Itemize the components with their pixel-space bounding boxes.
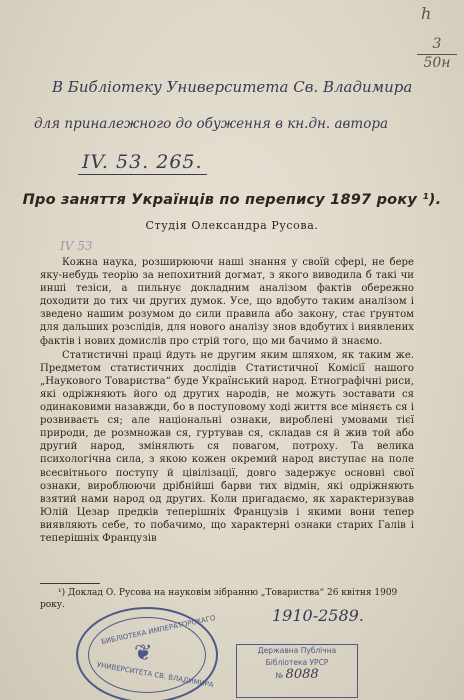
paragraph-1: Кожна наука, розширюючи наші знання у своїй сфері, не бере яку-небудь теорію за непохитний догмат, з якого виводила б такі чи инші тезіси, а пильнує докладним аналізом фактів обережно доходити до тих чи других думок. Усе, що вдобуто таким аналізом і зведено нашим розумом до сили правила або закону, стає ґрунтом для дальших розслідів, для нового аналізу знов вдобутих і виявлених фактів і нових домислів про стрій того, що ми бачимо й знаємо. — [40, 257, 414, 347]
stamp-rect-line-2: Бібліотека УРСР — [265, 658, 329, 667]
footnote-rule — [40, 583, 100, 584]
dedication-line-1: В Библіотеку Университета Св. Владимира — [52, 78, 413, 96]
corner-numerator: 3 — [417, 36, 457, 55]
article-subtitle: Студія Олександра Русова. — [145, 219, 319, 232]
corner-fraction — [417, 36, 457, 71]
eagle-emblem-icon: ❦ — [134, 641, 153, 666]
stamp-rect-line-1: Державна Публічна — [257, 646, 337, 655]
corner-denominator: 50н — [423, 55, 451, 71]
article-title: Про заняття Українців по перепису 1897 року ¹). — [22, 192, 442, 208]
stamp-number: 8088 — [285, 667, 319, 682]
state-library-stamp — [236, 644, 358, 698]
shelfmark: IV. 53. 265. — [78, 151, 207, 175]
stamp-top-text: БИБЛІОТЕКА ИМПЕРАТОРСКАГО — [100, 613, 217, 647]
accession-number: 1910-2589. — [272, 606, 364, 625]
stamp-no-label: № — [275, 671, 284, 680]
footnote-text: ¹) Доклад О. Русова на науковім зібранню „Товариства“ 26 квітня 1909 року. — [40, 588, 398, 610]
stamp-rect-number-row — [237, 669, 357, 682]
faint-pencil-note: IV 53 — [60, 239, 93, 253]
article-body — [40, 256, 414, 545]
stamp-bottom-text: УНИВЕРСИТЕТА СВ. ВЛАДИМИРА — [96, 660, 215, 690]
corner-mark: h — [421, 4, 432, 23]
university-library-stamp — [76, 607, 218, 700]
paragraph-2: Статистичні праці йдуть не другим яким шляхом, як таким же. Предметом статистичних дослідів Статистичної Комісії нашого „Наукового Товариства“ буде Український народ. Етнографічні риси, які одріжняють його од других народів, не можуть зоставати ся одинаковими назавжди, бо в поступовому ході життя все міняєть ся і розвиваєть ся; але національні ознаки, вироблені умовами тієї природи, де розмножав ся, гуртував ся, складав ся й жив той або другий народ, змінялють ся повагом, потроху. Та велика психологічна сила, з якою кожен окремий народ виступає на поле всесвітнього поступу й цівілізації, довго задержує основні свої ознаки, вироблюючи дрібнійші барви тих відмін, які одріжняють взятий нами народ од других. Коли пригадаємо, як характеризував Юлій Цезар предків теперішніх Французів і якими вони тепер виявляють себе, то побачимо, що характерні ознаки старих Галів і теперішніх Французів — [40, 349, 414, 544]
dedication-line-2: для приналежного до обуження в кн.дн. автора — [34, 116, 389, 132]
